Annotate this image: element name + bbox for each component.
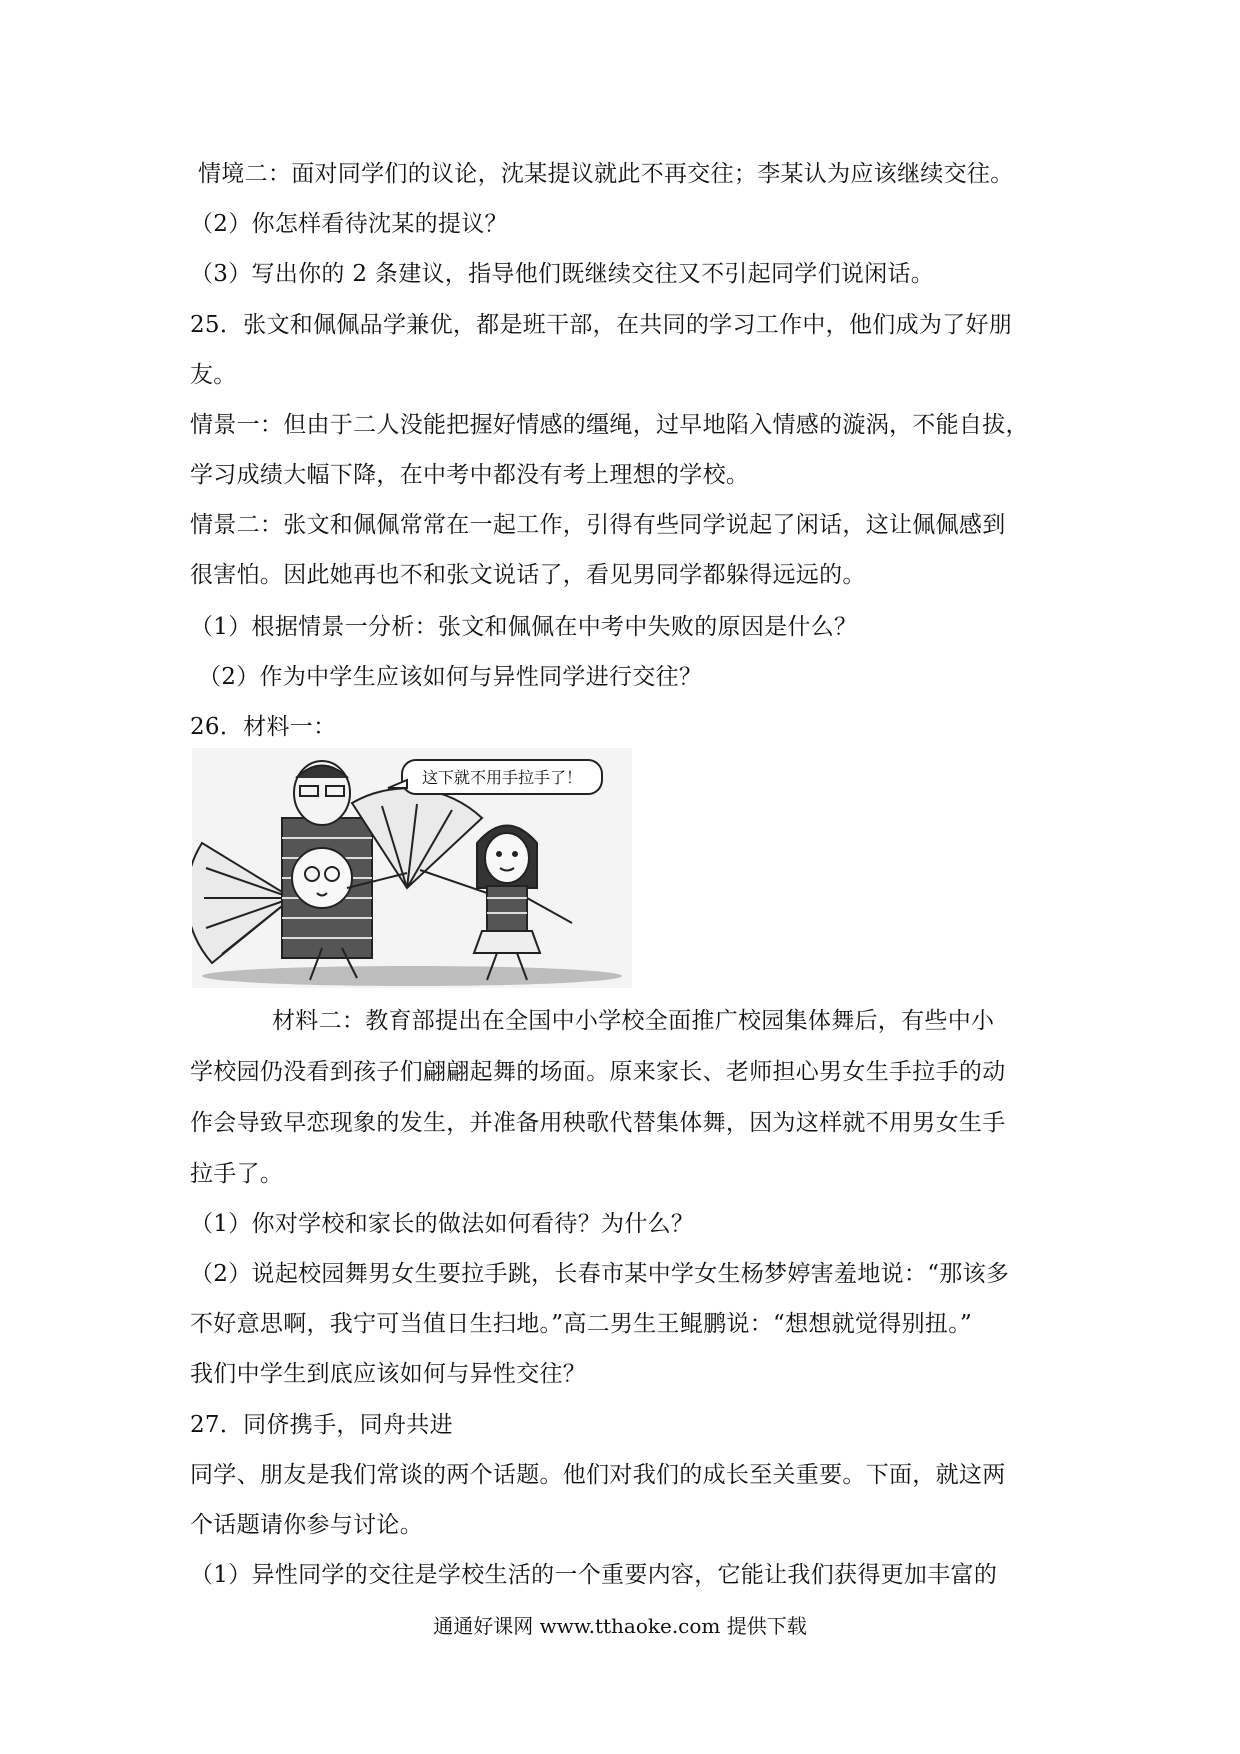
cartoon-illustration (192, 748, 632, 988)
text-line: 同学、朋友是我们常谈的两个话题。他们对我们的成长至关重要。下面，就这两 (190, 1462, 1006, 1488)
text-line: （3）写出你的 2 条建议，指导他们既继续交往又不引起同学们说闲话。 (190, 261, 935, 287)
text-line: 不好意思啊，我宁可当值日生扫地。”高二男生王鲲鹏说：“想想就觉得别扭。” (190, 1311, 973, 1337)
text-line: 作会导致早恋现象的发生，并准备用秧歌代替集体舞，因为这样就不用男女生手 (190, 1110, 1006, 1136)
text-line: 学习成绩大幅下降，在中考中都没有考上理想的学校。 (190, 462, 750, 488)
question-25-heading: 25．张文和佩佩品学兼优，都是班干部，在共同的学习工作中，他们成为了好朋 (190, 312, 1013, 338)
text-line: （1）你对学校和家长的做法如何看待？为什么？ (190, 1211, 695, 1237)
text-line: 情景一：但由于二人没能把握好情感的缰绳，过早地陷入情感的漩涡，不能自拔， (190, 412, 1029, 438)
page-footer: 通通好课网 www.tthaoke.com 提供下载 (433, 1614, 807, 1638)
question-27-heading: 27．同侪携手，同舟共进 (190, 1412, 453, 1438)
text-line: 材料二：教育部提出在全国中小学校全面推广校园集体舞后，有些中小 (272, 1008, 995, 1034)
text-line: 很害怕。因此她再也不和张文说话了，看见男同学都躲得远远的。 (190, 562, 866, 588)
text-line: 友。 (190, 362, 237, 388)
question-26-heading: 26．材料一： (190, 714, 337, 740)
text-line: （2）作为中学生应该如何与异性同学进行交往？ (198, 664, 703, 690)
text-line: 个话题请你参与讨论。 (190, 1512, 423, 1538)
text-line: （1）根据情景一分析：张文和佩佩在中考中失败的原因是什么？ (190, 614, 858, 640)
text-line: 情景二：张文和佩佩常常在一起工作，引得有些同学说起了闲话，这让佩佩感到 (190, 512, 1006, 538)
text-line: 学校园仍没看到孩子们翩翩起舞的场面。原来家长、老师担心男女生手拉手的动 (190, 1059, 1006, 1085)
text-line: （2）说起校园舞男女生要拉手跳，长春市某中学女生杨梦婷害羞地说：“那该多 (190, 1261, 1010, 1287)
speech-bubble-text: 这下就不用手拉手了！ (421, 768, 583, 787)
text-line: 拉手了。 (190, 1161, 284, 1187)
text-line: 我们中学生到底应该如何与异性交往？ (190, 1361, 587, 1387)
text-line: 情境二：面对同学们的议论，沈某提议就此不再交往；李某认为应该继续交往。 (198, 161, 1014, 187)
text-line: （2）你怎样看待沈某的提议？ (190, 211, 508, 237)
text-line: （1）异性同学的交往是学校生活的一个重要内容，它能让我们获得更加丰富的 (190, 1562, 998, 1588)
speech-bubble (388, 760, 602, 794)
